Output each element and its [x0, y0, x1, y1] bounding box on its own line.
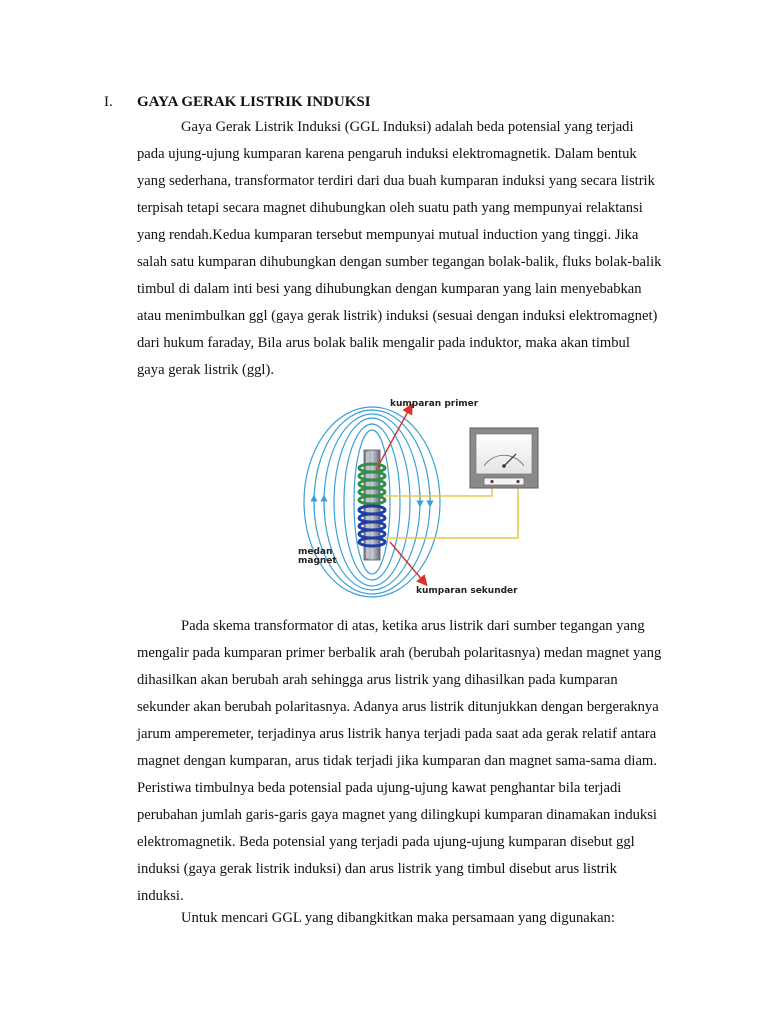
paragraph-line: perubahan jumlah garis-garis gaya magnet yang dilingkupi kumparan dinamakan induksi: [137, 807, 657, 823]
paragraph-definition: [137, 114, 682, 384]
paragraph-line: jarum amperemeter, terjadinya arus listrik hanya terjadi pada saat ada gerak relatif antara: [137, 726, 657, 742]
paragraph-line: timbul di dalam inti besi yang dihubungkan dengan kumparan yang lain menyebabkan: [137, 281, 642, 297]
paragraph-formula-intro: [137, 905, 682, 932]
section-title: GAYA GERAK LISTRIK INDUKSI: [137, 94, 371, 110]
paragraph-line: dari hukum faraday, Bila arus bolak balik mengalir pada induktor, maka akan timbul: [137, 335, 630, 351]
paragraph-line: Pada skema transformator di atas, ketika arus listrik dari sumber tegangan yang: [181, 618, 645, 634]
label-kumparan-primer: kumparan primer: [390, 399, 479, 409]
label-medan: medan: [298, 547, 333, 557]
paragraph-line: mengalir pada kumparan primer berbalik arah (berubah polaritasnya) medan magnet yang: [137, 645, 662, 661]
paragraph-line: elektromagnetik. Beda potensial yang terjadi pada ujung-ujung kumparan disebut ggl: [137, 834, 635, 850]
paragraph-line: Untuk mencari GGL yang dibangkitkan maka persamaan yang digunakan:: [181, 910, 615, 926]
label-kumparan-sekunder: kumparan sekunder: [416, 586, 518, 596]
paragraph-explanation: [137, 613, 682, 910]
paragraph-line: yang sederhana, transformator terdiri dari dua buah kumparan induksi yang secara listrik: [137, 173, 655, 189]
transformer-diagram: [292, 392, 552, 600]
paragraph-line: yang rendah.Kedua kumparan tersebut mempunyai mutual induction yang tinggi. Jika: [137, 227, 639, 243]
ammeter: [470, 428, 538, 488]
paragraph-line: sekunder akan berubah polaritasnya. Adanya arus listrik ditunjukkan dengan bergeraknya: [137, 699, 659, 715]
paragraph-line: salah satu kumparan dihubungkan dengan sumber tegangan bolak-balik, fluks bolak-balik: [137, 254, 662, 270]
paragraph-line: induksi.: [137, 888, 184, 904]
connecting-wires: [385, 484, 518, 538]
section-number: I.: [104, 94, 113, 110]
transformer-illustration: [292, 392, 552, 600]
paragraph-line: pada ujung-ujung kumparan karena pengaruh induksi elektromagnetik. Dalam bentuk: [137, 146, 637, 162]
paragraph-line: Gaya Gerak Listrik Induksi (GGL Induksi) adalah beda potensial yang terjadi: [181, 119, 634, 135]
label-magnet: magnet: [298, 556, 337, 566]
paragraph-line: Peristiwa timbulnya beda potensial pada ujung-ujung kawat penghantar bila terjadi: [137, 780, 622, 796]
paragraph-line: gaya gerak listrik (ggl).: [137, 362, 274, 378]
paragraph-line: atau menimbulkan ggl (gaya gerak listrik) induksi (sesuai dengan induksi elektromagnet): [137, 308, 658, 324]
paragraph-line: induksi (gaya gerak listrik induksi) dan arus listrik yang timbul disebut arus listrik: [137, 861, 617, 877]
paragraph-line: dihasilkan akan berubah arah sehingga arus listrik yang dihasilkan pada kumparan: [137, 672, 618, 688]
paragraph-line: terpisah tetapi secara magnet dihubungkan oleh suatu path yang mempunyai relaktansi: [137, 200, 643, 216]
paragraph-line: magnet dengan kumparan, arus tidak terjadi jika kumparan dan magnet sama-sama diam.: [137, 753, 657, 769]
